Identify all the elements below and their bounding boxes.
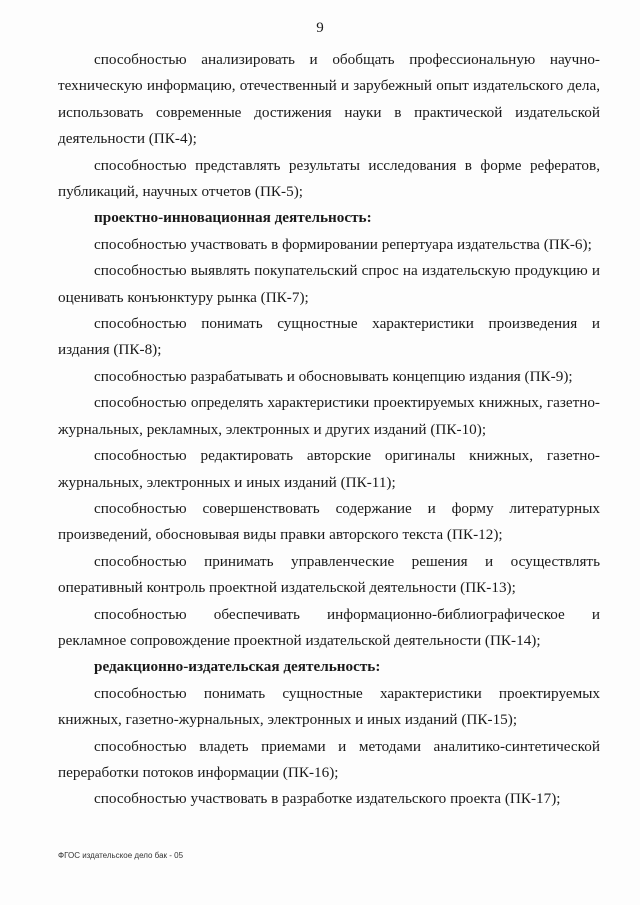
- paragraph-pk-17: способностью участвовать в разработке издательского проекта (ПК-17);: [94, 790, 561, 808]
- page-number: 9: [316, 20, 324, 36]
- page-footer: ФГОС издательское дело бак - 05: [58, 851, 184, 860]
- paragraph-pk-8: способностью понимать сущностные характеристики произведения и издания (ПК-8);: [58, 315, 600, 359]
- paragraph-pk-16: способностью владеть приемами и методами аналитико-синтетической переработки потоков информации (ПК-16);: [58, 737, 600, 781]
- paragraph-pk-14: способностью обеспечивать информационно-библиографическое и рекламное сопровождение проектной издательской деятельности (ПК-14);: [58, 605, 600, 649]
- section-heading-editorial-publishing: редакционно-издательская деятельность:: [94, 658, 381, 676]
- paragraph-pk-15: способностью понимать сущностные характеристики проектируемых книжных, газетно-журнальных, электронных и иных изданий (ПК-15);: [58, 684, 600, 729]
- section-heading-project-innovation: проектно-инновационная деятельность:: [94, 209, 372, 227]
- paragraph-pk-5: способностью представлять результаты исследования в форме рефератов, публикаций, научных отчетов (ПК-5);: [58, 156, 600, 201]
- paragraph-pk-9: способностью разрабатывать и обосновывать концепцию издания (ПК-9);: [94, 367, 573, 385]
- paragraph-pk-10: способностью определять характеристики проектируемых книжных, газетно-журнальных, рекламных, электронных и других изданий (ПК-10);: [58, 394, 600, 438]
- document-body: [58, 47, 600, 813]
- paragraph-pk-7: способностью выявлять покупательский спрос на издательскую продукцию и оценивать конъюнктуру рынка (ПК-7);: [58, 262, 600, 306]
- paragraph-pk-6: способностью участвовать в формировании репертуара издательства (ПК-6);: [94, 235, 592, 253]
- paragraph-pk-13: способностью принимать управленческие решения и осуществлять оперативный контроль проектной издательской деятельности (ПК-13);: [58, 552, 600, 597]
- paragraph-pk-12: способностью совершенствовать содержание и форму литературных произведений, обосновывая виды правки авторского текста (ПК-12);: [58, 499, 600, 544]
- paragraph-pk-11: способностью редактировать авторские оригиналы книжных, газетно-журнальных, электронных и иных изданий (ПК-11);: [58, 447, 600, 491]
- paragraph-pk-4: способностью анализировать и обобщать профессиональную научно-техническую информацию, отечественный и зарубежный опыт издательского дела, использовать современные достижения науки в практической издательской деятельности (ПК-4);: [58, 51, 600, 148]
